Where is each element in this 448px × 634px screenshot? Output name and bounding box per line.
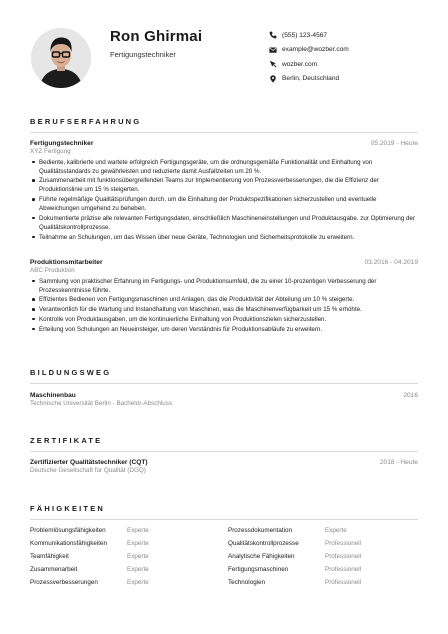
certificate-entry (30, 459, 418, 474)
skill-name: Kommunikationsfähigkeiten (30, 540, 108, 547)
skills-section-header (30, 504, 418, 520)
job-bullet-list (30, 277, 418, 334)
skill-item (228, 566, 418, 579)
skill-name: Qualitätskontrollprozesse (228, 540, 299, 547)
skill-item (30, 527, 220, 540)
skill-item (228, 540, 418, 553)
skill-name: Zusammenarbeit (30, 566, 78, 573)
education-school: Technische Universität Berlin - Bachelor-Abschluss (30, 400, 173, 407)
job-bullet: Zusammenarbeit mit funktionsübergreifenden Teams zur Implementierung von Prozessverbesserungen, die die Effizienz der Produktionslinie um 15 % steigerten. (30, 176, 418, 194)
job-bullet: Sammlung von praktischer Erfahrung im Fertigungs- und Produktionsumfeld, die zu einer 10-prozentigen Verbesserung der Prozesskenntnisse führte. (30, 277, 418, 295)
skill-level: Professionell (325, 579, 362, 586)
job-bullet: Kontrolle von Produktausgaben, um die kontinuierliche Einhaltung von Produktionszielen sicherzustellen. (30, 315, 418, 324)
contact-list (268, 28, 349, 86)
contact-phone-text: (555) 123-4567 (282, 31, 328, 39)
skill-level: Professionell (325, 553, 362, 560)
skill-item (30, 579, 220, 592)
job-bullet: Verantwortlich für die Wartung und Instandhaltung von Maschinen, was die Maschinenverfügbarkeit um 15 % erhöhte. (30, 305, 418, 314)
skill-level: Experte (127, 540, 149, 547)
skill-level: Experte (325, 527, 347, 534)
skill-level: Experte (127, 553, 149, 560)
job-date: 05.2019 - Heute (370, 140, 418, 147)
link-icon (268, 59, 278, 69)
education-entry (30, 392, 418, 407)
certificate-issuer: Deutsche Gesellschaft für Qualität (DGQ) (30, 467, 146, 474)
certificates-section-header (30, 436, 418, 452)
job-bullet: Dokumentierte präzise alle relevanten Fertigungsdaten, einschließlich Maschineneinstellungen und Produktausgabe, zur Optimierung der Qualitätskontrollprozesse. (30, 214, 418, 232)
section-divider (30, 383, 418, 384)
certificates-section-title: ZERTIFIKATE (30, 436, 103, 445)
education-year: 2016 (403, 392, 418, 399)
skill-level: Experte (127, 579, 149, 586)
skill-name: Problemlösungsfähigkeiten (30, 527, 106, 534)
job-date: 03.2016 - 04.2019 (364, 259, 418, 266)
skill-item (30, 566, 220, 579)
profile-photo-image (31, 28, 91, 88)
skill-level: Professionell (325, 566, 362, 573)
profile-photo (31, 28, 91, 88)
contact-phone[interactable] (268, 28, 349, 42)
resume-header (0, 0, 448, 110)
contact-location-text: Berlin, Deutschland (282, 75, 340, 82)
job-bullet: Erteilung von Schulungen an Neueinsteiger, um deren Verständnis für Produktionsabläufe zu erweitern. (30, 325, 418, 334)
job-bullet: Teilnahme an Schulungen, um das Wissen über neue Geräte, Technologien und Sicherheitsprotokolle zu erweitern. (30, 233, 418, 242)
skill-level: Experte (127, 566, 149, 573)
education-section-header (30, 368, 418, 384)
skill-name: Prozessverbesserungen (30, 579, 98, 586)
skill-name: Fertigungsmaschinen (228, 566, 289, 573)
section-divider (30, 519, 418, 520)
experience-entry (30, 259, 418, 334)
skill-item (228, 553, 418, 566)
experience-entry (30, 140, 418, 242)
skill-item (228, 527, 418, 540)
skill-level: Experte (127, 527, 149, 534)
experience-section-title: BERUFSERFAHRUNG (30, 117, 142, 126)
contact-email[interactable] (268, 43, 349, 57)
skill-name: Prozessdokumentation (228, 527, 293, 534)
job-position: Produktionsmitarbeiter (30, 259, 103, 266)
job-bullet: Führte regelmäßige Qualitätsprüfungen durch, um die Einhaltung der Produktspezifikationen sicherzustellen und eventuelle Abweichungen umgehend zu beheben. (30, 195, 418, 213)
skill-level: Professionell (325, 540, 362, 547)
job-company: XYZ Fertigung (30, 148, 71, 155)
contact-website-text: wozber.com (282, 60, 318, 68)
location-pin-icon (268, 74, 278, 84)
job-bullet-list (30, 158, 418, 242)
skill-item (30, 553, 220, 566)
candidate-title: Fertigungstechniker (110, 50, 176, 59)
candidate-name: Ron Ghirmai (110, 28, 203, 45)
job-company: ABC Produktion (30, 267, 75, 274)
skill-item (30, 540, 220, 553)
education-section-title: BILDUNGSWEG (30, 368, 112, 377)
section-divider (30, 132, 418, 133)
job-bullet: Effizientes Bedienen von Fertigungsmaschinen und Anlagen, das die Produktivität der Abteilung um 10 % steigerte. (30, 295, 418, 304)
phone-icon (268, 30, 278, 40)
skill-item (228, 579, 418, 592)
skill-name: Teamfähigkeit (30, 553, 69, 560)
certificate-name: Zertifizierter Qualitätstechniker (CQT) (30, 459, 148, 466)
experience-section-header (30, 117, 418, 133)
skill-name: Technologien (228, 579, 266, 586)
mail-icon (268, 45, 278, 55)
contact-location (268, 72, 349, 86)
contact-email-text: example@wozber.com (282, 46, 349, 53)
certificate-year: 2018 - Heute (379, 459, 418, 466)
skill-name: Analytische Fähigkeiten (228, 553, 295, 560)
job-position: Fertigungstechniker (30, 140, 94, 147)
job-bullet: Bediente, kalibrierte und wartete erfolgreich Fertigungsgeräte, um die ordnungsgemäße Funktionalität und Einhaltung von Qualitätsstandards zu gewährleisten und reduzierte damit Ausfallzeiten um 20 %. (30, 158, 418, 176)
skills-section-title: FÄHIGKEITEN (30, 504, 106, 513)
education-degree: Maschinenbau (30, 392, 76, 399)
contact-website[interactable] (268, 57, 349, 71)
section-divider (30, 451, 418, 452)
